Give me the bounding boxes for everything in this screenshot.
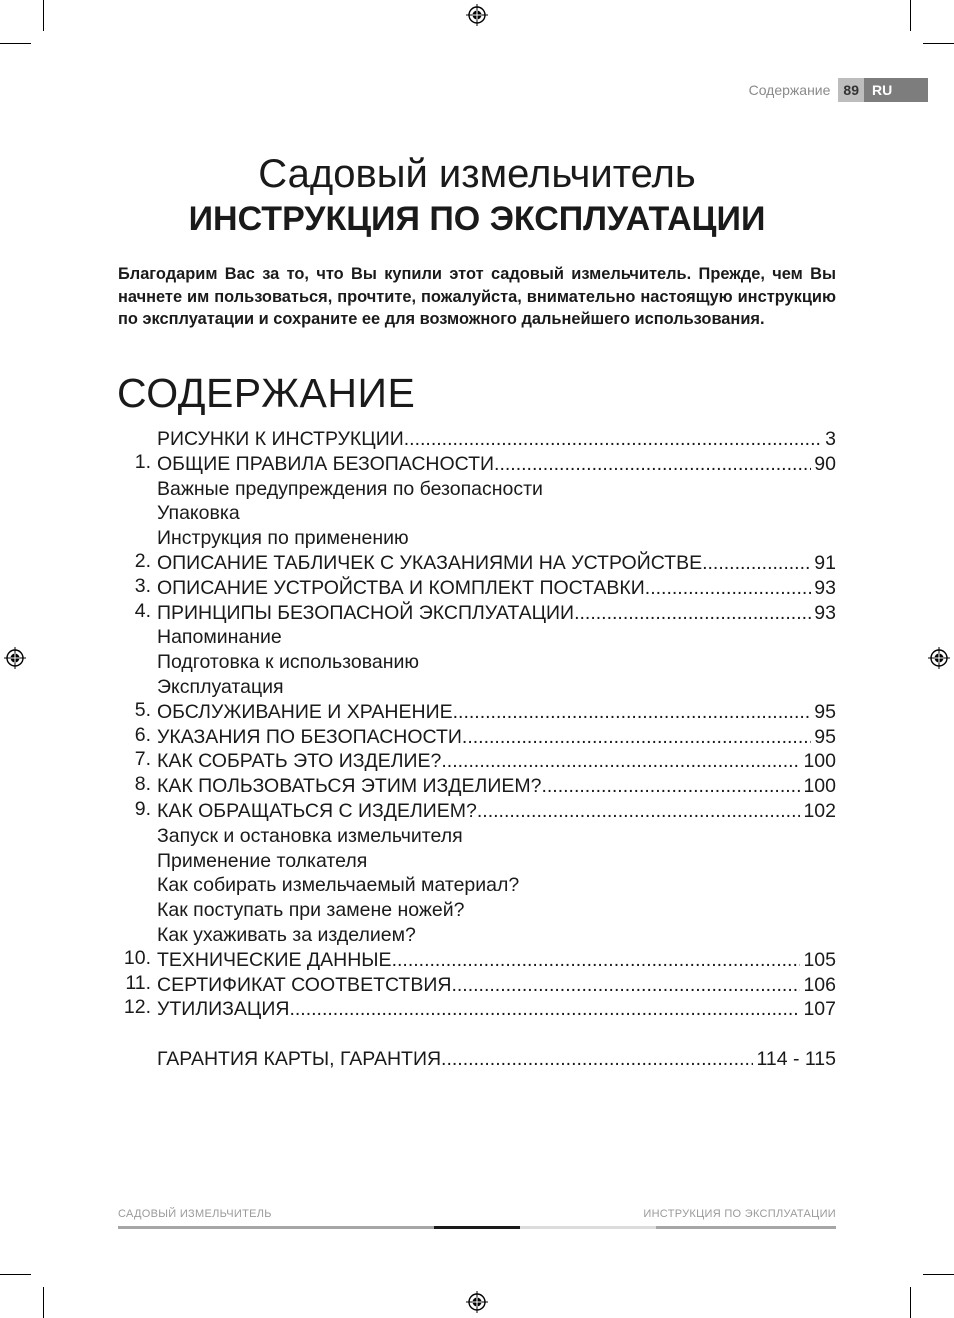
toc-entry [100, 799, 836, 824]
toc-entry [100, 749, 836, 774]
crop-mark [923, 1274, 954, 1275]
toc-entry-title: ОПИСАНИЕ УСТРОЙСТВА И КОМПЛЕКТ ПОСТАВКИ [157, 576, 645, 599]
toc-entry [100, 849, 836, 874]
toc-entry-page: 114 - 115 [756, 1047, 836, 1070]
toc-entry-title: ОБСЛУЖИВАНИЕ И ХРАНЕНИЕ [157, 700, 453, 723]
toc-entry [100, 477, 836, 502]
toc-entry [100, 427, 836, 452]
toc-leader-dots [453, 700, 812, 725]
toc-entry-title: ГАРАНТИЯ КАРТЫ, ГАРАНТИЯ [157, 1047, 442, 1070]
toc-entry [100, 526, 836, 551]
header-section: Содержание [748, 82, 831, 98]
toc-entry-line [157, 997, 836, 1022]
toc-entry [100, 873, 836, 898]
toc-entry [100, 725, 836, 750]
toc-entry-number: 10. [123, 946, 151, 969]
toc-entry-line [157, 700, 836, 725]
toc-entry-line [157, 725, 836, 750]
intro-paragraph: Благодарим Вас за то, что Вы купили этот садовый измельчитель. Прежде, чем Вы начнете им пользоваться, прочтите, пожалуйста, внимательно настоящую инструкцию по эксплуатации и сохраните ее для возможного дальнейшего использования. [118, 265, 836, 328]
table-of-contents [100, 427, 836, 1072]
crop-mark [923, 43, 954, 44]
toc-entry [100, 700, 836, 725]
toc-entry-title: ПРИНЦИПЫ БЕЗОПАСНОЙ ЭКСПЛУАТАЦИИ [157, 601, 575, 624]
toc-entry-line [157, 501, 836, 526]
toc-leader-dots [441, 749, 800, 774]
toc-entry-line [157, 675, 836, 700]
footer-bar [656, 1226, 836, 1229]
toc-entry-title: КАК ПОЛЬЗОВАТЬСЯ ЭТИМ ИЗДЕЛИЕМ? [157, 775, 542, 798]
toc-leader-dots [404, 427, 822, 452]
toc-entry-title: Подготовка к использованию [157, 651, 419, 674]
toc-entry-title: Как поступать при замене ножей? [157, 899, 465, 922]
crop-mark [43, 1287, 44, 1318]
toc-entry-title: СЕРТИФИКАТ СООТВЕТСТВИЯ [157, 973, 452, 996]
toc-entry-page: 102 [803, 799, 836, 822]
crop-mark [0, 1274, 31, 1275]
toc-entry [100, 923, 836, 948]
toc-entry-line [157, 749, 836, 774]
crop-mark [910, 0, 911, 31]
toc-entry [100, 601, 836, 626]
toc-leader-dots [477, 799, 801, 824]
toc-entry-page: 93 [814, 576, 836, 599]
footer-bar [118, 1226, 434, 1229]
toc-entry-line [157, 849, 836, 874]
toc-entry-number: 8. [134, 773, 151, 796]
toc-leader-dots [392, 948, 801, 973]
toc-entry-page: 106 [803, 973, 836, 996]
toc-entry-page: 95 [814, 725, 836, 748]
toc-entry [100, 675, 836, 700]
toc-entry-title: Как ухаживать за изделием? [157, 923, 416, 946]
toc-entry-title: Запуск и остановка измельчителя [157, 824, 463, 847]
toc-entry-line [157, 873, 836, 898]
toc-entry-page: 3 [825, 428, 836, 450]
toc-entry-title: Эксплуатация [157, 675, 284, 698]
toc-entry [100, 1022, 836, 1047]
registration-mark-icon [466, 4, 488, 26]
toc-entry-line [157, 625, 836, 650]
toc-entry-page: 100 [803, 750, 836, 773]
toc-entry-title: Как собирать измельчаемый материал? [157, 874, 520, 897]
toc-leader-dots [645, 576, 812, 601]
toc-entry-title: УТИЛИЗАЦИЯ [157, 998, 290, 1021]
toc-entry [100, 551, 836, 576]
toc-leader-dots [494, 452, 811, 477]
toc-leader-dots [451, 973, 800, 998]
toc-entry [100, 997, 836, 1022]
toc-entry-page: 95 [814, 700, 836, 723]
registration-mark-icon [4, 647, 26, 669]
toc-entry-number: 1. [134, 450, 151, 473]
toc-entry-title: Применение толкателя [157, 849, 368, 872]
toc-entry-number: 11. [125, 971, 151, 994]
toc-entry-page: 90 [814, 452, 836, 475]
toc-entry-title: Важные предупреждения по безопасности [157, 477, 543, 500]
toc-entry [100, 1047, 836, 1072]
toc-entry-page: 100 [803, 775, 836, 798]
toc-entry-line [157, 1047, 836, 1072]
toc-entry [100, 898, 836, 923]
toc-entry [100, 973, 836, 998]
toc-leader-dots [574, 601, 811, 626]
toc-entry [100, 501, 836, 526]
footer-manual: ИНСТРУКЦИЯ ПО ЭКСПЛУАТАЦИИ [643, 1208, 836, 1220]
toc-entry-title: Упаковка [157, 502, 240, 525]
toc-entry-number: 6. [134, 723, 151, 746]
toc-entry-number: 4. [134, 599, 151, 622]
toc-entry-title: Напоминание [157, 626, 282, 649]
toc-entry-title: РИСУНКИ К ИНСТРУКЦИИ [157, 428, 404, 450]
toc-entry-number: 5. [134, 698, 151, 721]
toc-entry-page: 91 [814, 551, 836, 574]
toc-leader-dots [441, 1047, 753, 1072]
toc-entry-title: ТЕХНИЧЕСКИЕ ДАННЫЕ [157, 948, 392, 971]
toc-entry [100, 625, 836, 650]
toc-entry-number: 2. [134, 549, 151, 572]
toc-entry-number: 3. [134, 574, 151, 597]
crop-mark [910, 1287, 911, 1318]
toc-leader-dots [541, 774, 800, 799]
toc-entry-number: 12. [123, 996, 151, 1019]
toc-entry-title: ОБЩИЕ ПРАВИЛА БЕЗОПАСНОСТИ [157, 452, 495, 475]
toc-heading: СОДЕРЖАНИЕ [117, 370, 416, 416]
toc-entry-line [157, 923, 836, 948]
toc-entry-title: ОПИСАНИЕ ТАБЛИЧЕК С УКАЗАНИЯМИ НА УСТРОЙСТВЕ [157, 551, 703, 574]
toc-entry-line [157, 551, 836, 576]
registration-mark-icon [466, 1291, 488, 1313]
footer-product: САДОВЫЙ ИЗМЕЛЬЧИТЕЛЬ [118, 1208, 272, 1220]
toc-entry-line [157, 601, 836, 626]
toc-entry-line [157, 898, 836, 923]
toc-entry-page: 105 [803, 948, 836, 971]
crop-mark [43, 0, 44, 31]
registration-mark-icon [928, 647, 950, 669]
toc-entry-line [157, 452, 836, 477]
footer-bar [520, 1226, 656, 1229]
toc-entry-line [157, 948, 836, 973]
toc-entry-number: 9. [134, 797, 151, 820]
toc-entry-line [157, 576, 836, 601]
toc-entry [100, 824, 836, 849]
toc-entry [100, 452, 836, 477]
product-title: Садовый измельчитель [258, 152, 696, 196]
crop-mark [0, 43, 31, 44]
toc-entry-page: 93 [814, 601, 836, 624]
toc-entry [100, 650, 836, 675]
toc-entry-line [157, 774, 836, 799]
toc-entry-title: КАК СОБРАТЬ ЭТО ИЗДЕЛИЕ? [157, 750, 442, 773]
toc-entry-line [157, 973, 836, 998]
toc-leader-dots [289, 997, 800, 1022]
toc-entry-number: 7. [134, 748, 151, 771]
toc-leader-dots [462, 725, 811, 750]
toc-entry-line [157, 650, 836, 675]
footer-bar [434, 1226, 520, 1229]
toc-entry [100, 948, 836, 973]
toc-entry [100, 576, 836, 601]
toc-entry-line [157, 799, 836, 824]
toc-entry-line [157, 824, 836, 849]
toc-entry-page: 107 [803, 998, 836, 1021]
manual-title: ИНСТРУКЦИЯ ПО ЭКСПЛУАТАЦИИ [188, 200, 766, 238]
toc-leader-dots [702, 551, 811, 576]
toc-entry-title: Инструкция по применению [157, 527, 409, 550]
toc-entry [100, 774, 836, 799]
language-tab: RU [864, 78, 928, 102]
page-header [749, 78, 928, 102]
toc-entry-title: КАК ОБРАЩАТЬСЯ С ИЗДЕЛИЕМ? [157, 799, 477, 822]
page-number: 89 [838, 78, 864, 102]
toc-entry-line [157, 526, 836, 551]
toc-entry-line [157, 477, 836, 502]
toc-entry-title: УКАЗАНИЯ ПО БЕЗОПАСНОСТИ [157, 725, 462, 748]
toc-entry-line [157, 427, 836, 452]
